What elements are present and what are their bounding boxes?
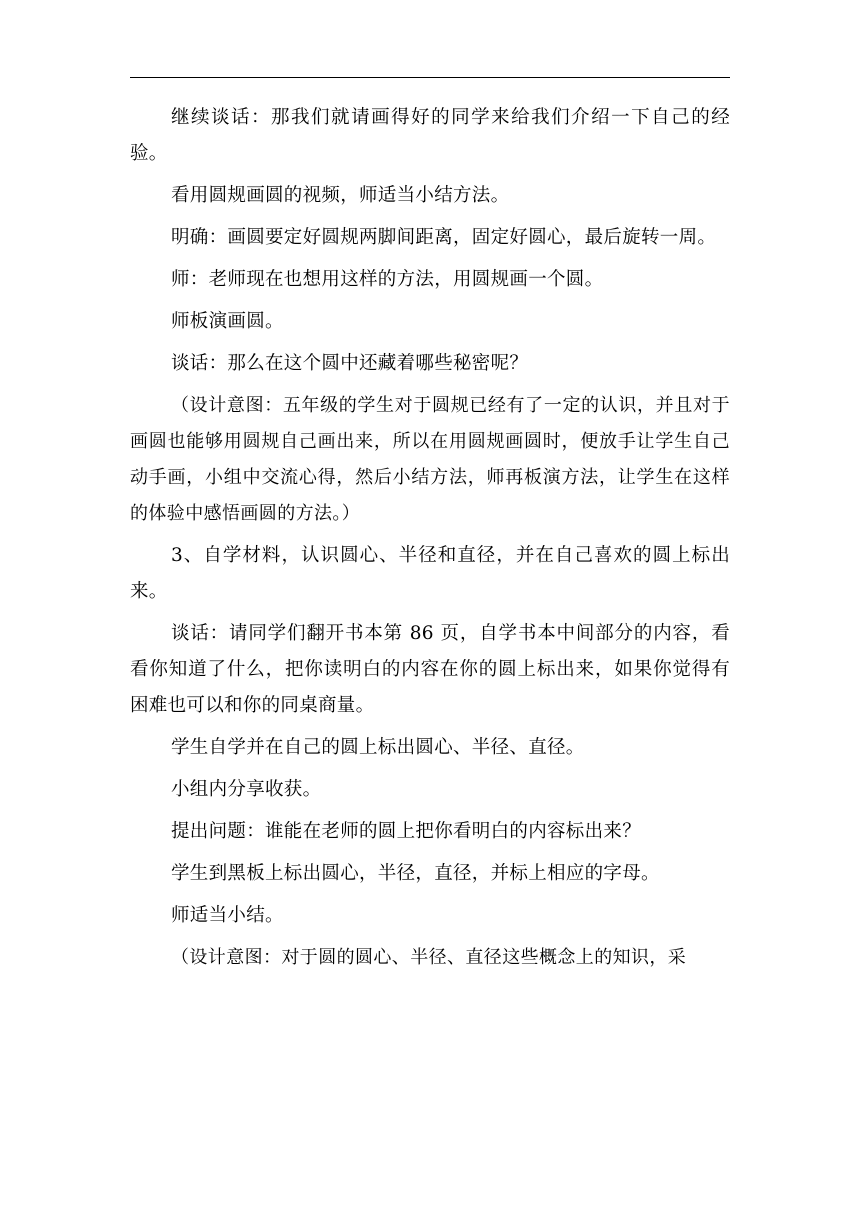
paragraph-continue-talk: 继续谈话：那我们就请画得好的同学来给我们介绍一下自己的经验。 <box>130 107 730 164</box>
paragraph-students-mark: 学生自学并在自己的圆上标出圆心、半径、直径。 <box>171 737 585 758</box>
paragraph-blackboard: 学生到黑板上标出圆心，半径，直径，并标上相应的字母。 <box>171 863 660 884</box>
paragraph-clarify: 明确：画圆要定好圆规两脚间距离，固定好圆心，最后旋转一周。 <box>171 227 717 248</box>
paragraph-open-book: 谈话：请同学们翻开书本第 86 页，自学书本中间部分的内容，看看你知道了什么，把你读明白的内容在你的圆上标出来，如果你觉得有困难也可以和你的同桌商量。 <box>130 623 730 716</box>
paragraph-question: 提出问题：谁能在老师的圆上把你看明白的内容标出来？ <box>171 821 642 842</box>
design-intent-note-2: （设计意图：对于圆的圆心、半径、直径这些概念上的知识，采 <box>171 947 687 968</box>
paragraph-self-study-heading: 3、自学材料，认识圆心、半径和直径，并在自己喜欢的圆上标出来。 <box>130 545 730 602</box>
paragraph-talk-secrets: 谈话：那么在这个圆中还藏着哪些秘密呢？ <box>171 353 529 374</box>
paragraph-teacher-says: 师：老师现在也想用这样的方法，用圆规画一个圆。 <box>171 269 604 290</box>
paragraph-watch-video: 看用圆规画圆的视频，师适当小结方法。 <box>171 185 510 206</box>
paragraph-summary: 师适当小结。 <box>171 905 284 926</box>
paragraph-group-share: 小组内分享收获。 <box>171 779 322 800</box>
document-body <box>130 100 730 976</box>
header-rule <box>130 77 730 78</box>
paragraph-teacher-demo: 师板演画圆。 <box>171 311 284 332</box>
design-intent-note-1: （设计意图：五年级的学生对于圆规已经有了一定的认识，并且对于画圆也能够用圆规自己画出来，所以在用圆规画圆时，便放手让学生自己动手画，小组中交流心得，然后小结方法，师再板演方法，让学生在这样的体验中感悟画圆的方法。） <box>130 395 730 524</box>
